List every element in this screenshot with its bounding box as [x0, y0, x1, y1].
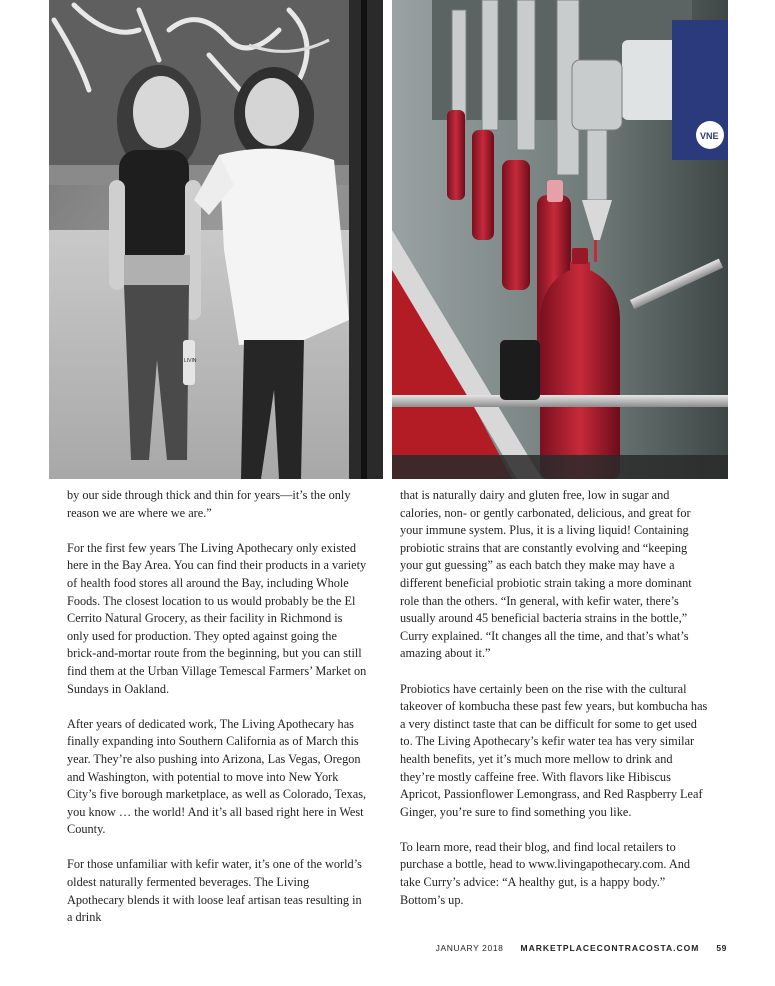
- article-paragraph: To learn more, read their blog, and find local retailers to purchase a bottle, head to www.livingapothecary.com. And take Curry’s advice: “A healthy gut, is a happy body.” Bottom’s up.: [400, 839, 691, 907]
- website-link[interactable]: MARKETPLACECONTRACOSTA.COM: [520, 943, 700, 953]
- article-paragraph: For the first few years The Living Apothecary only existed here in the Bay Area. You can find their products in a variety of health food stores all around the Bay, including Whole Foods. The closest location to us would probably be the El Cerrito Natural Grocery, as their facility in Richmond is only used for production. They opted against going the brick-and-mortar route from the beginning, but you can still find them at the Urban Village Temescal Farmers’ Market on Sundays in Oakland.: [67, 540, 367, 696]
- article-right-column: [400, 487, 710, 909]
- article-paragraph: For those unfamiliar with kefir water, it’s one of the world’s oldest naturally fermented beverages. The Living Apothecary blends it with loose leaf artisan teas resulting in a drink: [67, 857, 362, 925]
- founders-photo-icon: [49, 0, 383, 479]
- article-paragraph: that is naturally dairy and gluten free, low in sugar and calories, non- or gently carbonated, delicious, and great for your immune system. Plus, it is a living liquid! Containing probiotic strains that are constantly evolving and “keeping your gut guessing” as each batch they make may have a different beneficial probiotic strain taking a more dominant role than the others. “In general, with kefir water, there’s usually around 45 beneficial bacteria strains in the bottle,” Curry explained. “It changes all the time, and that’s what’s amazing about it.”: [400, 488, 692, 661]
- founders-photo: [49, 0, 383, 479]
- issue-date: JANUARY 2018: [435, 943, 504, 953]
- bottling-line-photo-icon: [392, 0, 728, 479]
- article-paragraph: After years of dedicated work, The Living Apothecary has finally expanding into Southern California as of March this year. They’re also pushing into Arizona, Las Vegas, Oregon and Washington, with potential to move into New York City’s five borough marketplace, as well as Colorado, Texas, you know … the world! And it’s all based right here in West County.: [67, 716, 367, 837]
- page-number: 59: [716, 943, 727, 953]
- bottle-label: LIVIN: [184, 358, 197, 364]
- article-left-column: [67, 487, 367, 927]
- article-paragraph: Probiotics have certainly been on the rise with the cultural takeover of kombucha these past few years, but kombucha has a very distinct taste that can be difficult for some to get used to. The Living Apothecary’s kefir water tea has very similar health benefits, yet it’s much more mellow to drink and they’re mostly caffeine free. With flavors like Hibiscus Apricot, Passionflower Lemongrass, and Red Raspberry Leaf Ginger, you’re sure to find something you like.: [400, 681, 708, 819]
- machine-label: VNE: [700, 131, 719, 141]
- page-footer: [436, 943, 727, 953]
- article-paragraph: by our side through thick and thin for years—it’s the only reason we are where we are.”: [67, 488, 351, 520]
- bottling-line-photo: [392, 0, 728, 479]
